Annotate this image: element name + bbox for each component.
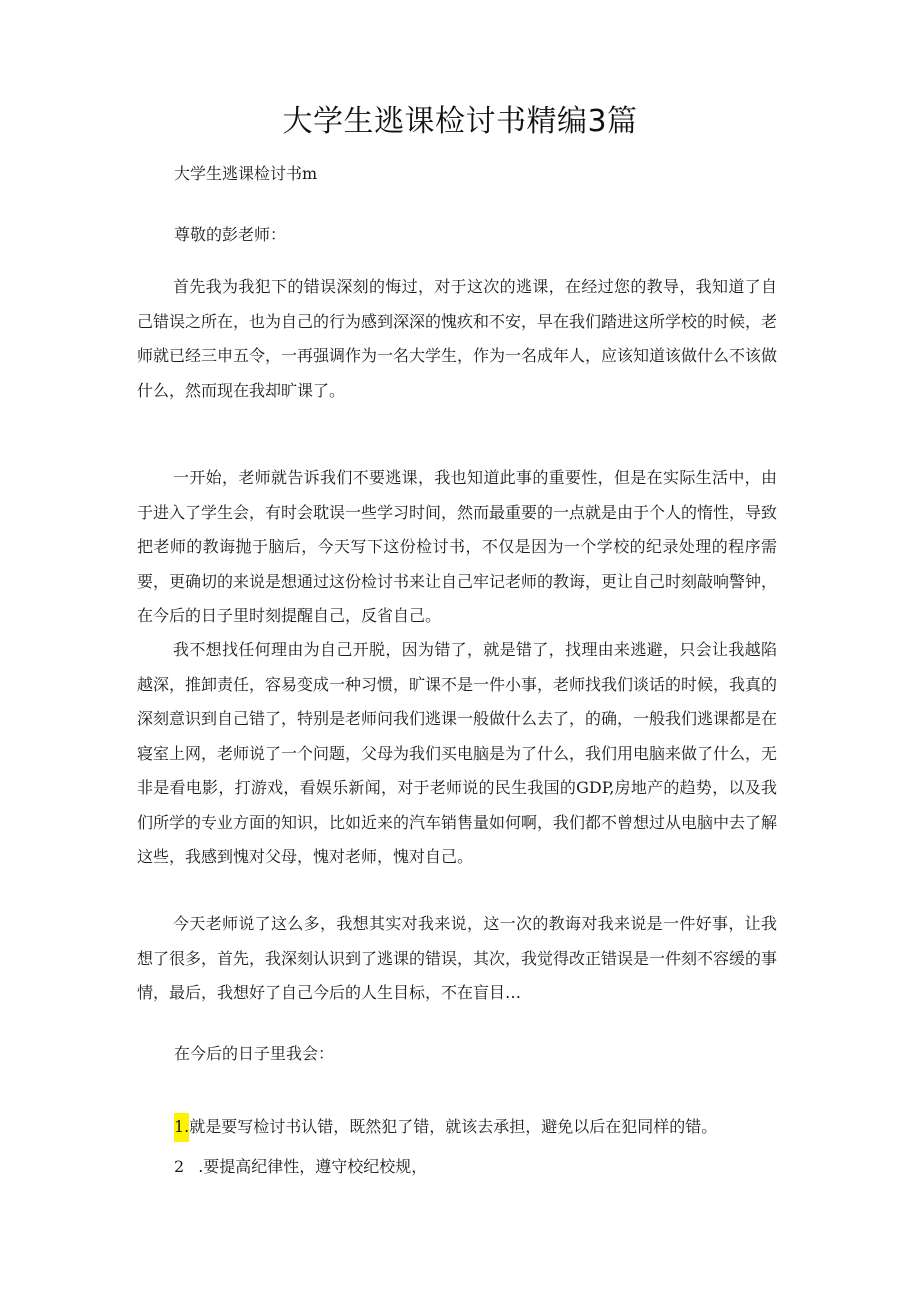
highlighted-list-number: 1.	[174, 1113, 189, 1142]
list-item-text: .要提高纪律性，遵守校纪校规，	[198, 1157, 428, 1176]
list-item	[174, 1157, 427, 1177]
list-number: 2	[174, 1157, 185, 1176]
document-subtitle: 大学生逃课检讨书m	[174, 164, 318, 183]
list-item-text: 就是要写检讨书认错，既然犯了错，就该去承担，避免以后在犯同样的错。	[189, 1117, 718, 1136]
paragraph-1: 首先我为我犯下的错误深刻的悔过，对于这次的逃课，在经过您的教导，我知道了自己错误之所在，也为自己的行为感到深深的愧疚和不安，早在我们踏进这所学校的时候，老师就已经三申五令，一再强调作为一名大学生，作为一名成年人，应该知道该做什么不该做什么，然而现在我却旷课了。	[137, 277, 778, 400]
paragraph-4: 今天老师说了这么多，我想其实对我来说，这一次的教诲对我来说是一件好事，让我想了很多，首先，我深刻认识到了逃课的错误，其次，我觉得改正错误是一件刻不容缓的事情，最后，我想好了自己今后的人生目标，不在盲目…	[137, 914, 778, 1002]
list-item	[174, 1117, 717, 1137]
salutation: 尊敬的彭老师：	[174, 225, 287, 244]
paragraph-3: 我不想找任何理由为自己开脱，因为错了，就是错了，找理由来逃避，只会让我越陷越深，推卸责任，容易变成一种习惯，旷课不是一件小事，老师找我们谈话的时候，我真的深刻意识到自己错了，特别是老师问我们逃课一般做什么去了，的确，一般我们逃课都是在寝室上网，老师说了一个问题，父母为我们买电脑是为了什么，我们用电脑来做了什么，无非是看电影，打游戏，看娱乐新闻，对于老师说的民生我国的GDP,房地产的趋势，以及我们所学的专业方面的知识，比如近来的汽车销售量如何啊，我们都不曾想过从电脑中去了解这些，我感到愧对父母，愧对老师，愧对自己。	[137, 640, 778, 866]
paragraph-2: 一开始，老师就告诉我们不要逃课，我也知道此事的重要性，但是在实际生活中，由于进入了学生会，有时会耽误一些学习时间，然而最重要的一点就是由于个人的惰性，导致把老师的教诲抛于脑后，今天写下这份检讨书，不仅是因为一个学校的纪录处理的程序需要，更确切的来说是想通过这份检讨书来让自己牢记老师的教诲，更让自己时刻敲响警钟，在今后的日子里时刻提醒自己，反省自己。	[137, 468, 778, 625]
list-intro: 在今后的日子里我会：	[174, 1044, 335, 1063]
document-title: 大学生逃课检讨书精编3篇	[282, 104, 638, 139]
